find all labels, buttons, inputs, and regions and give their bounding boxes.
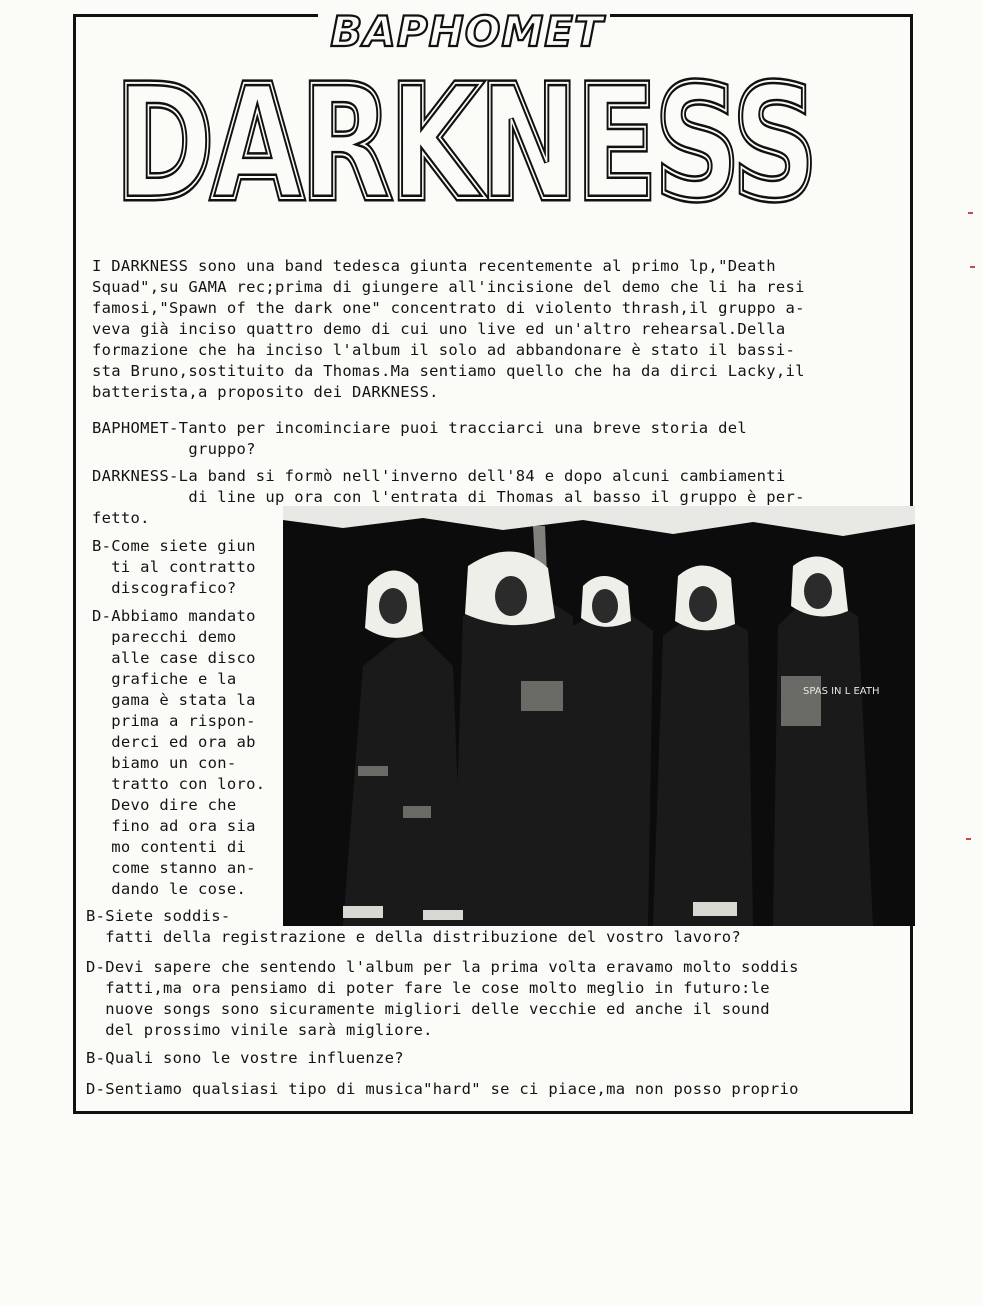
- question-line: discografico?: [92, 579, 237, 597]
- answer-line: del prossimo vinile sarà migliore.: [86, 1021, 433, 1039]
- answer-line: tratto con loro.: [92, 775, 266, 793]
- question-line: gruppo?: [92, 440, 256, 458]
- band-name: DARKNESS: [115, 60, 815, 235]
- band-logo: [100, 60, 830, 235]
- scan-speckle: [968, 212, 973, 214]
- answer-line: di line up ora con l'entrata di Thomas al basso il gruppo è per-: [92, 488, 805, 506]
- band-photo-image: [283, 506, 915, 926]
- answer-line: come stanno an-: [92, 859, 256, 877]
- zine-name: BAPHOMET: [330, 7, 604, 56]
- zine-name-logo: [326, 2, 608, 60]
- answer-line: fatti,ma ora pensiamo di poter fare le cose molto meglio in futuro:le: [86, 979, 770, 997]
- answer-line: Devo dire che: [92, 796, 237, 814]
- answer-line: biamo un con-: [92, 754, 237, 772]
- intro-line: famosi,"Spawn of the dark one" concentrato di violento thrash,il gruppo a-: [92, 299, 805, 317]
- answer-line: fino ad ora sia: [92, 817, 256, 835]
- answer-line: mo contenti di: [92, 838, 247, 856]
- intro-line: I DARKNESS sono una band tedesca giunta recentemente al primo lp,"Death: [92, 257, 776, 275]
- intro-line: sta Bruno,sostituito da Thomas.Ma sentiamo quello che ha da dirci Lacky,il: [92, 362, 805, 380]
- answer-line: prima a rispon-: [92, 712, 256, 730]
- intro-line: formazione che ha inciso l'album il solo ad abbandonare è stato il bassi-: [92, 341, 796, 359]
- band-name-inner: DARKNESS: [115, 60, 815, 235]
- intro-line: Squad",su GAMA rec;prima di giungere all'incisione del demo che li ha resi: [92, 278, 805, 296]
- answer-line: derci ed ora ab: [92, 733, 256, 751]
- answer-line: dando le cose.: [92, 880, 247, 898]
- question-line: BAPHOMET-Tanto per incominciare puoi tracciarci una breve storia del: [92, 419, 747, 437]
- question-line: ti al contratto: [92, 558, 256, 576]
- answer-line: DARKNESS-La band si formò nell'inverno dell'84 e dopo alcuni cambiamenti: [92, 467, 786, 485]
- answer-line: fetto.: [92, 509, 150, 527]
- answer-line: gama è stata la: [92, 691, 256, 709]
- tshirt-text: SPAS IN L EATH: [803, 686, 880, 697]
- answer-line: D-Devi sapere che sentendo l'album per la prima volta eravamo molto soddis: [86, 958, 799, 976]
- question-line: fatti della registrazione e della distribuzione del vostro lavoro?: [86, 928, 741, 946]
- question-line: B-Siete soddis-: [86, 907, 231, 925]
- answer-line: grafiche e la: [92, 670, 237, 688]
- intro-line: batterista,a proposito dei DARKNESS.: [92, 383, 439, 401]
- answer-line: D-Sentiamo qualsiasi tipo di musica"hard" se ci piace,ma non posso proprio: [86, 1080, 799, 1098]
- question-line: B-Quali sono le vostre influenze?: [86, 1049, 404, 1067]
- band-photo: [283, 506, 915, 926]
- answer-line: alle case disco: [92, 649, 256, 667]
- question-line: B-Come siete giun: [92, 537, 256, 555]
- answer-line: D-Abbiamo mandato: [92, 607, 256, 625]
- scan-speckle: [970, 266, 975, 268]
- answer-line: nuove songs sono sicuramente migliori delle vecchie ed anche il sound: [86, 1000, 770, 1018]
- answer-line: parecchi demo: [92, 628, 237, 646]
- intro-line: veva già inciso quattro demo di cui uno live ed un'altro rehearsal.Della: [92, 320, 786, 338]
- scan-speckle: [966, 838, 971, 840]
